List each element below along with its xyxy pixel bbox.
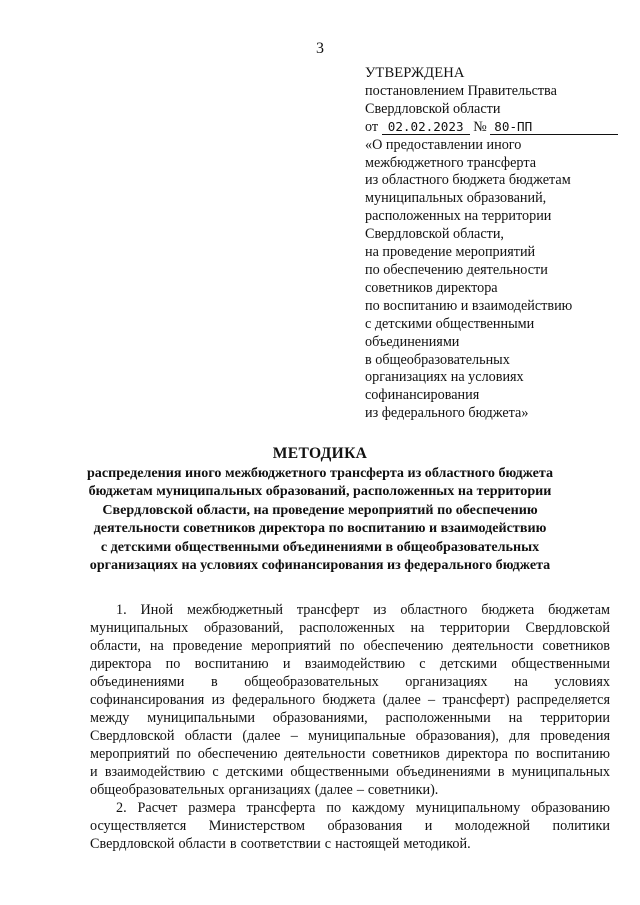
resolution-line: по воспитанию и взаимодействию (365, 297, 573, 314)
paragraph-line: области, на проведение мероприятий по обеспечению деятельности советников (90, 638, 610, 654)
resolution-line: «О предоставлении иного (365, 136, 522, 153)
number-sign: № (473, 118, 487, 135)
paragraph-line: Свердловской области в соответствии с настоящей методикой. (90, 836, 471, 852)
paragraph-line: 1. Иной межбюджетный трансферт из областного бюджета бюджетам (116, 602, 610, 618)
approval-block (365, 65, 625, 423)
paragraph-line: между муниципальными образованиями, расположенными на территории (90, 710, 610, 726)
document-title: МЕТОДИКА (272, 445, 368, 462)
resolution-line: объединениями (365, 333, 460, 350)
subtitle-line: распределения иного межбюджетного трансферта из областного бюджета (86, 465, 554, 481)
approval-line-2: Свердловской области (365, 100, 501, 117)
approval-date: 02.02.2023 (382, 119, 470, 135)
resolution-line: межбюджетного трансферта (365, 154, 537, 171)
approval-heading: УТВЕРЖДЕНА (365, 65, 465, 81)
document-subtitle (0, 464, 640, 574)
subtitle-line: Свердловской области, на проведение мероприятий по обеспечению (102, 501, 538, 518)
resolution-line: из областного бюджета бюджетам (365, 172, 571, 189)
subtitle-line: деятельности советников директора по воспитанию и взаимодействию (93, 520, 547, 537)
paragraph-1 (90, 601, 610, 799)
paragraph-line: осуществляется Министерством образования и молодежной политики (90, 818, 610, 834)
resolution-line: муниципальных образований, (365, 190, 547, 207)
paragraph-line: и взаимодействию с детскими общественными объединениями в муниципальных (90, 764, 610, 780)
resolution-line: Свердловской области, (365, 226, 504, 243)
paragraph-line: софинансирования из федерального бюджета (далее – трансферт) распределяется (90, 692, 610, 708)
resolution-line: софинансирования (365, 387, 480, 404)
resolution-line: советников директора (365, 279, 498, 296)
paragraph-line: объединениями в общеобразовательных организациях на условиях (90, 674, 610, 690)
resolution-line: по обеспечению деятельности (365, 261, 548, 278)
resolution-title (365, 137, 625, 424)
subtitle-line: организациях на условиях софинансирования из федерального бюджета (89, 557, 551, 574)
paragraph-line: общеобразовательных организациях (далее – советники). (90, 782, 439, 798)
date-prefix: от (365, 118, 379, 135)
page-number: 3 (316, 40, 324, 57)
paragraph-line: мероприятий по обеспечению деятельности советников директора по воспитанию (90, 746, 610, 762)
approval-date-line (365, 119, 625, 137)
paragraph-line: директора по воспитанию и взаимодействию с детскими общественными (90, 656, 610, 672)
document-title-block (0, 444, 640, 574)
paragraph-2 (90, 799, 610, 853)
resolution-line: организациях на условиях (365, 369, 524, 386)
subtitle-line: бюджетам муниципальных образований, расположенных на территории (88, 483, 552, 500)
subtitle-line: с детскими общественными объединениями в общеобразовательных (100, 538, 540, 555)
resolution-line: из федерального бюджета» (365, 405, 529, 422)
approval-number: 80-ПП (490, 119, 618, 135)
resolution-line: с детскими общественными (365, 315, 535, 332)
approval-line-1: постановлением Правительства (365, 82, 557, 99)
resolution-line: в общеобразовательных (365, 351, 510, 368)
paragraph-line: муниципальных образований, расположенных на территории Свердловской (90, 620, 610, 636)
document-body (90, 601, 610, 853)
paragraph-line: 2. Расчет размера трансферта по каждому муниципальному образованию (116, 800, 610, 816)
resolution-line: на проведение мероприятий (365, 244, 536, 261)
paragraph-line: Свердловской области (далее – муниципальные образования), для проведения (90, 728, 610, 744)
resolution-line: расположенных на территории (365, 208, 552, 225)
